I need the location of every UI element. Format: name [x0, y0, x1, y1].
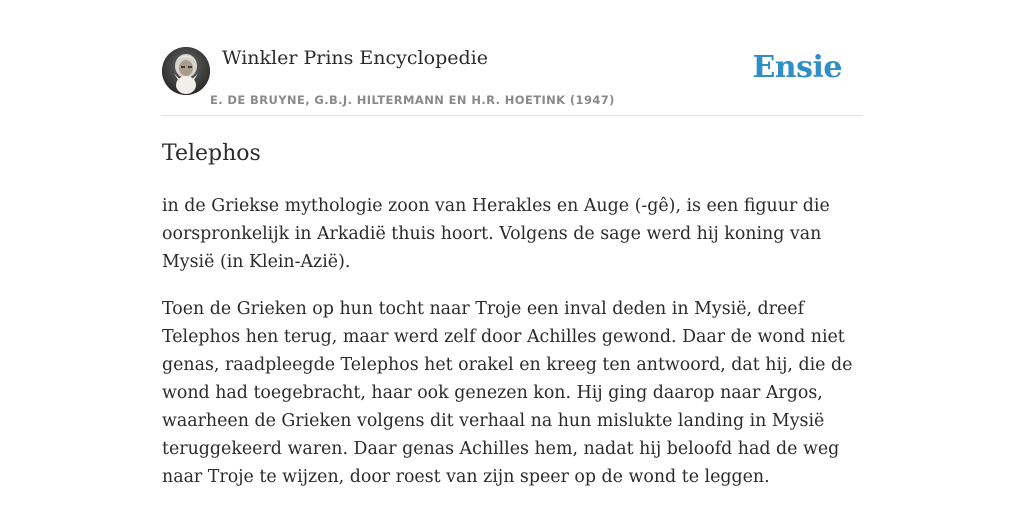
- article-paragraph: Toen de Grieken op hun tocht naar Troje een inval deden in Mysië, dreef Telephos hen terug, maar werd zelf door Achilles gewond. Daar de wond niet genas, raadpleegde Telephos het orakel en kreeg ten antwoord, dat hij, die de wond had toegebracht, haar ook genezen kon. Hij ging daarop naar Argos, waarheen de Grieken volgens dit verhaal na hun mislukte landing in Mysië teruggekeerd waren. Daar genas Achilles hem, nadat hij beloofd had de weg naar Troje te wijzen, door roest van zijn speer op de wond te leggen.: [162, 299, 853, 487]
- site-title[interactable]: Winkler Prins Encyclopedie: [222, 47, 488, 69]
- brand-logo[interactable]: Ensie: [752, 50, 842, 85]
- authors-line: E. DE BRUYNE, G.B.J. HILTERMANN EN H.R. HOETINK (1947): [210, 93, 615, 107]
- article-title: Telephos: [162, 141, 261, 166]
- author-portrait-avatar: [162, 47, 210, 95]
- site-header: [162, 46, 862, 116]
- portrait-icon: [162, 47, 210, 95]
- article-paragraph: in de Griekse mythologie zoon van Herakles en Auge (-gê), is een figuur die oorspronkelijk in Arkadië thuis hoort. Volgens de sage werd hij koning van Mysië (in Klein-Azië).: [162, 196, 830, 272]
- article: [162, 138, 862, 487]
